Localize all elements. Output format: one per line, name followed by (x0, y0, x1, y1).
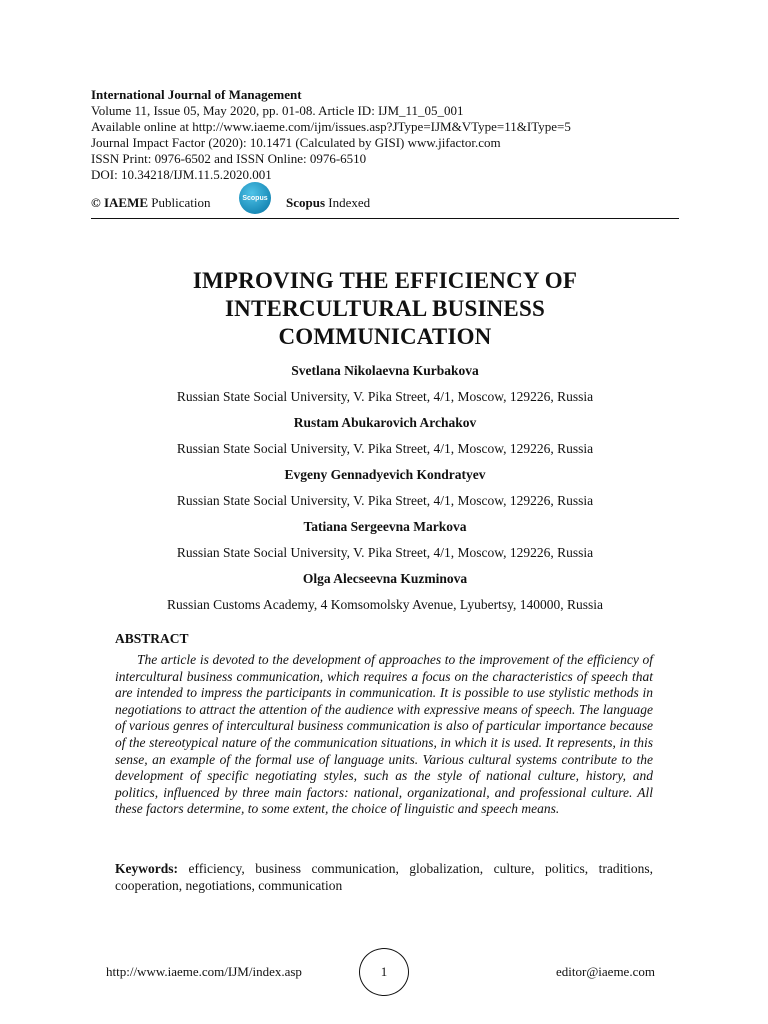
abstract-heading: ABSTRACT (115, 631, 189, 646)
publication-row (91, 182, 679, 216)
author-name: Olga Alecseevna Kuzminova (302, 571, 468, 586)
scopus-logo-icon (239, 182, 271, 214)
keywords-section (115, 860, 653, 894)
journal-header (91, 87, 571, 183)
scopus-indexed-name: Scopus (286, 195, 326, 210)
publisher-credit (91, 195, 211, 211)
journal-doi-line: DOI: 10.34218/IJM.11.5.2020.001 (91, 167, 272, 182)
journal-impact-line: Journal Impact Factor (2020): 10.1471 (Calculated by GISI) www.jifactor.com (91, 135, 501, 150)
author-affiliation: Russian State Social University, V. Pika Street, 4/1, Moscow, 129226, Russia (176, 389, 594, 404)
author-block (91, 362, 679, 405)
keywords-label: Keywords: (115, 861, 178, 876)
author-name: Svetlana Nikolaevna Kurbakova (291, 363, 479, 378)
paper-title (91, 267, 679, 351)
author-name: Tatiana Sergeevna Markova (303, 519, 467, 534)
header-divider (91, 218, 679, 219)
page-number (359, 948, 409, 996)
publisher-name: IAEME (103, 195, 149, 210)
publisher-suffix: Publication (151, 195, 211, 210)
journal-name: International Journal of Management (91, 87, 302, 102)
footer-email[interactable]: editor@iaeme.com (556, 964, 655, 979)
author-block (91, 518, 679, 561)
abstract-section (115, 631, 653, 818)
paper-title-line: IMPROVING THE EFFICIENCY OF (192, 268, 578, 293)
footer-url[interactable]: http://www.iaeme.com/IJM/index.asp (106, 964, 302, 979)
copyright-symbol: © (91, 195, 101, 210)
page-number-text: 1 (380, 964, 388, 979)
author-affiliation: Russian State Social University, V. Pika Street, 4/1, Moscow, 129226, Russia (176, 493, 594, 508)
scopus-logo-text: Scopus (242, 194, 268, 202)
author-affiliation: Russian State Social University, V. Pika Street, 4/1, Moscow, 129226, Russia (176, 441, 594, 456)
author-name: Rustam Abukarovich Archakov (293, 415, 477, 430)
journal-url-line: Available online at http://www.iaeme.com/ijm/issues.asp?JType=IJM&VType=11&IType=5 (91, 119, 571, 134)
author-name: Evgeny Gennadyevich Kondratyev (284, 467, 486, 482)
author-affiliation: Russian State Social University, V. Pika Street, 4/1, Moscow, 129226, Russia (176, 545, 594, 560)
paper-title-line: INTERCULTURAL BUSINESS (225, 296, 545, 321)
author-block (91, 570, 679, 613)
abstract-text: The article is devoted to the development of approaches to the improvement of the efficiency of intercultural business communication, which requires a focus on the characteristics of speech that are intended to impress the participants in communication. It is possible to use stylistic methods in negotiations to attract the attention of the audience with expressive means of speech. The language of various genres of intercultural business communication is also of particular importance because of the stereotypical nature of the communication situations, in which it is used. It represents, in this sense, an example of the formal use of language units. Various cultural systems contribute to the development of specific negotiating styles, such as the style of national culture, history, and politics, influenced by three main factors: national, organizational, and professional culture. All these factors determine, to some extent, the choice of linguistic and speech means. (115, 652, 653, 817)
paper-title-line: COMMUNICATION (278, 324, 492, 349)
author-affiliation: Russian Customs Academy, 4 Komsomolsky Avenue, Lyubertsy, 140000, Russia (167, 597, 603, 612)
journal-volume-line: Volume 11, Issue 05, May 2020, pp. 01-08. Article ID: IJM_11_05_001 (91, 103, 464, 118)
journal-issn-line: ISSN Print: 0976-6502 and ISSN Online: 0976-6510 (91, 151, 367, 166)
scopus-indexed (286, 195, 370, 211)
scopus-indexed-suffix: Indexed (328, 195, 371, 210)
keywords-text: efficiency, business communication, globalization, culture, politics, traditions, cooperation, negotiations, communication (115, 861, 653, 893)
author-block (91, 414, 679, 457)
author-block (91, 466, 679, 509)
